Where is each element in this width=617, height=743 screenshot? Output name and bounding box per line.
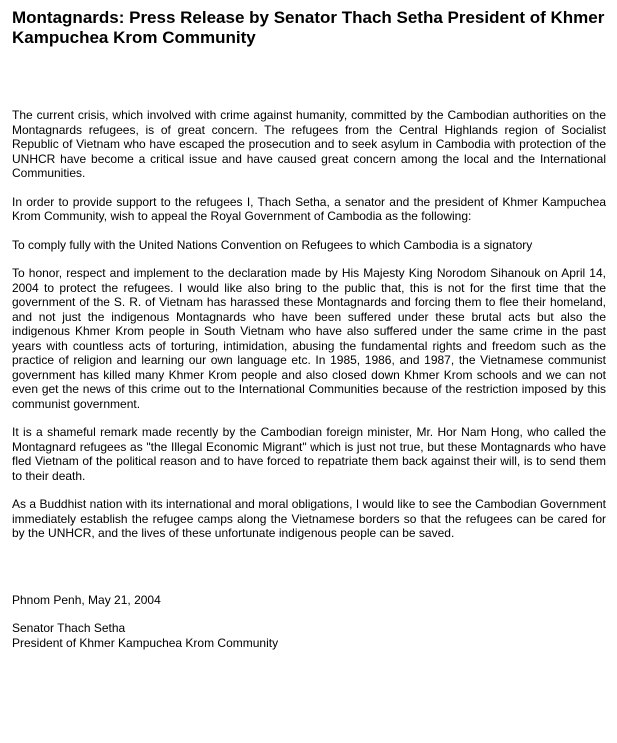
paragraph-crisis: The current crisis, which involved with crime against humanity, committed by the Cambodian authorities on the Montagnards refugees, is of great concern. The refugees from the Central Highlands region of Socialist Republic of Vietnam who have escaped the prosecution and to seek asylum in Cambodia with protection of the UNHCR have become a critical issue and have caused great concern among the local and the International Communities.	[12, 108, 606, 180]
press-release-body	[12, 108, 606, 541]
place-date: Phnom Penh, May 21, 2004	[12, 592, 161, 607]
paragraph-declaration: To honor, respect and implement to the declaration made by His Majesty King Norodom Sihanouk on April 14, 2004 to protect the refugees. I would like also bring to the public that, this is not for the first time that the government of the S. R. of Vietnam has harassed these Montagnards and forcing them to flee their homeland, and not just the indigenous Montagnards who have been suffered under these brutal acts but also the indigenous Khmer Krom people in South Vietnam who have also suffered under the same crime in the past years with countless acts of torturing, intimidation, abusing the fundamental rights and freedom such as the practice of religion and learning our own language etc. In 1985, 1986, and 1987, the Vietnamese communist government has killed many Khmer Krom people and also closed down Khmer Krom schools and we can not even get the news of this crime out to the International Communities because of the restriction imposed by this communist government.	[12, 266, 606, 411]
signature-block	[12, 621, 606, 650]
closing-block	[12, 593, 606, 651]
signature-name: Senator Thach Setha	[12, 621, 126, 635]
paragraph-appeal: In order to provide support to the refugees I, Thach Setha, a senator and the president of Khmer Kampuchea Krom Community, wish to appeal the Royal Government of Cambodia as the following:	[12, 194, 606, 223]
paragraph-shameful-remark: It is a shameful remark made recently by the Cambodian foreign minister, Mr. Hor Nam Hong, who called the Montagnard refugees as "the Illegal Economic Migrant" which is just not true, but these Montagnards who have fled Vietnam of the political reason and to have forced to repatriate them back against their will, is to send them to their death.	[12, 425, 606, 483]
signature-position: President of Khmer Kampuchea Krom Community	[12, 635, 279, 650]
paragraph-un-convention: To comply fully with the United Nations Convention on Refugees to which Cambodia is a signatory	[12, 237, 533, 252]
page-title: Montagnards: Press Release by Senator Thach Setha President of Khmer Kampuchea Krom Community	[12, 8, 605, 47]
paragraph-refugee-camps: As a Buddhist nation with its international and moral obligations, I would like to see the Cambodian Government immediately establish the refugee camps along the Vietnamese borders so that the refugees can be cared for by the UNHCR, and the lives of these unfortunate indigenous people can be saved.	[12, 497, 606, 540]
